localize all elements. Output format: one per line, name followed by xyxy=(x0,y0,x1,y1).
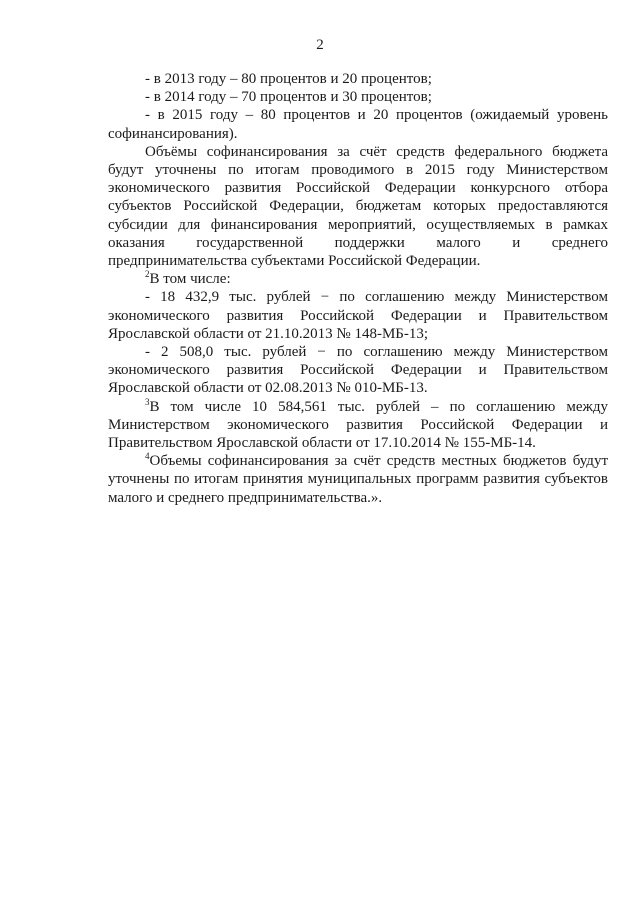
footnote-marker: 4 xyxy=(145,451,150,462)
footnote-marker: 2 xyxy=(145,269,150,280)
paragraph-2013-share xyxy=(108,70,608,88)
paragraph-text: Объемы софинансирования за счёт средств местных бюджетов будут уточнены по итогам принятия муниципальных программ развития субъектов малого и среднего предпринимательства.». xyxy=(108,453,608,506)
footnote-2-intro xyxy=(108,270,608,288)
paragraph-text: В том числе: xyxy=(149,271,231,288)
paragraph-federal-cofinancing xyxy=(108,143,608,270)
document-body xyxy=(108,70,608,507)
paragraph-text: - в 2013 году – 80 процентов и 20 процентов; xyxy=(145,71,432,87)
footnote-2-item-1 xyxy=(108,288,608,343)
paragraph-text: - в 2015 году – 80 процентов и 20 процентов (ожидаемый уровень софинансирования). xyxy=(108,107,608,142)
footnote-marker: 3 xyxy=(145,396,150,407)
paragraph-text: Объёмы софинансирования за счёт средств федерального бюджета будут уточнены по итогам проводимого в 2015 году Министерством экономического развития Российской Федерации конкурсного отбора субъектов Российской Федерации, бюджетам которых предоставляются субсидии для финансирования мероприятий, осуществляемых в рамках оказания государственной поддержки малого и среднего предпринимательства субъектами Российской Федерации. xyxy=(108,143,608,270)
footnote-4 xyxy=(108,452,608,507)
page-number: 2 xyxy=(316,37,324,53)
footnote-2-item-2 xyxy=(108,343,608,398)
paragraph-2015-share xyxy=(108,106,608,142)
paragraph-text: - в 2014 году – 70 процентов и 30 процентов; xyxy=(145,89,432,106)
paragraph-text: В том числе 10 584,561 тыс. рублей – по соглашению между Министерством экономического развития Российской Федерации и Правительством Ярославской области от 17.10.2014 № 155-МБ-14. xyxy=(108,398,608,452)
paragraph-2014-share xyxy=(108,88,608,106)
footnote-3 xyxy=(108,398,608,453)
paragraph-text: - 2 508,0 тыс. рублей − по соглашению между Министерством экономического развития Российской Федерации и Правительством Ярославской области от 02.08.2013 № 010-МБ-13. xyxy=(108,344,608,397)
paragraph-text: - 18 432,9 тыс. рублей − по соглашению между Министерством экономического развития Российской Федерации и Правительством Ярославской области от 21.10.2013 № 148-МБ-13; xyxy=(108,289,608,342)
